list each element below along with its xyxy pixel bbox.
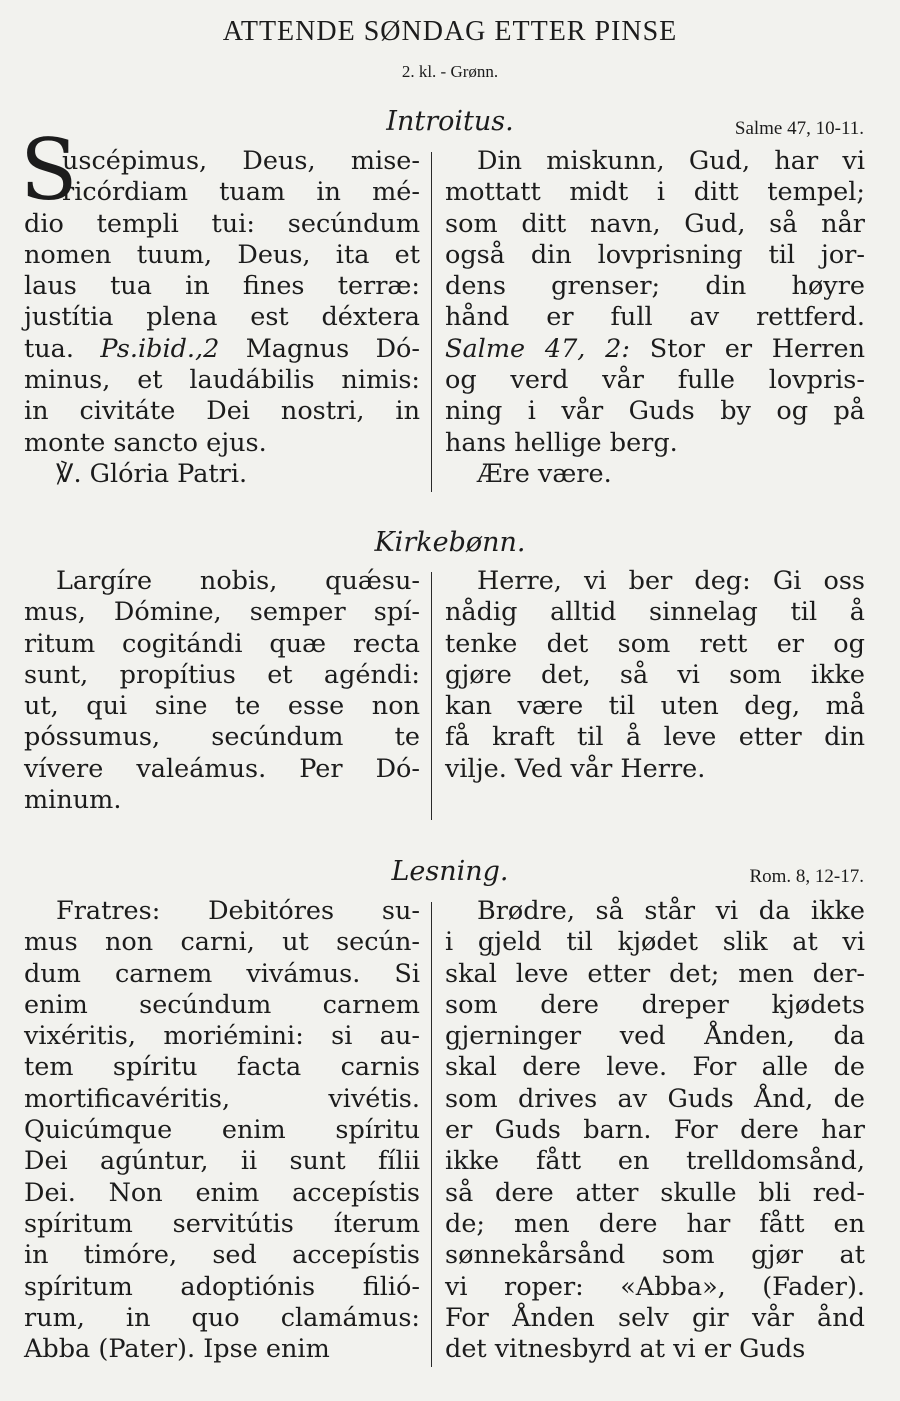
text-line: så dere atter skulle bli red- [445,1177,865,1208]
text-line: in timóre, sed accepístis [24,1240,420,1271]
text-line: ikke fått en trelldomsånd, [445,1146,865,1177]
text-line: vi roper: «Abba», (Fader). [445,1271,865,1302]
text-line: ritum cogitándi quæ recta [24,628,420,659]
column-divider [431,152,432,492]
text-line: er Guds barn. For dere har [445,1115,865,1146]
text-line: vilje. Ved vår Herre. [445,753,706,784]
text-line: Abba (Pater). Ipse enim [24,1334,330,1365]
text-line: tem spíritu facta carnis [24,1052,420,1083]
introitus-latin-column [24,146,420,490]
text-line: Ære være. [477,458,612,489]
lesning-norwegian-column [445,896,865,1365]
introitus-reference: Salme 47, 10-11. [734,118,864,139]
text-line: nomen tuum, Deus, ita et [24,239,420,270]
text-line: dens grenser; din høyre [445,271,865,302]
text-line: skal leve etter det; men der- [445,958,865,989]
kirkebonn-heading: Kirkebønn. [374,527,526,558]
text-line: mus non carni, ut secún- [24,927,420,958]
text-line: mottatt midt i ditt tempel; [445,177,865,208]
text-line: laus tua in fines terræ: [24,271,420,302]
text-line: monte sancto ejus. [24,427,267,458]
lesning-latin-column [24,896,420,1365]
text-line: få kraft til å leve etter din [445,722,865,753]
text-line: de; men dere har fått en [445,1208,865,1239]
text-line: hans hellige berg. [445,427,678,458]
text-line: Brødre, så står vi da ikke [477,896,865,926]
text-line: uscépimus, Deus, mise- [62,146,420,176]
text-line: rum, in quo clamámus: [24,1302,420,1333]
text-line: vixéritis, moriémini: si au- [24,1021,420,1052]
text-line: vívere valeámus. Per Dó- [24,753,420,784]
text-line: Fratres: Debitóres su- [56,896,420,926]
introitus-norwegian-column [445,146,865,490]
text-line: gjerninger ved Ånden, da [445,1021,865,1052]
text-line: gjøre det, så vi som ikke [445,659,865,690]
text-line: skal dere leve. For alle de [445,1052,865,1083]
text-line: kan være til uten deg, må [445,691,865,722]
text-line: mus, Dómine, semper spí- [24,597,420,628]
text-line: Quicúmque enim spíritu [24,1115,420,1146]
page-subtitle: 2. kl. - Grønn. [401,62,499,81]
text-line: Dei agúntur, ii sunt fílii [24,1146,420,1177]
text-line: ning i vår Guds by og på [445,396,865,427]
text-line: póssumus, secúndum te [24,722,420,753]
text-line: Dei. Non enim accepístis [24,1177,420,1208]
text-line: hånd er full av rettferd. [445,302,865,333]
text-line: ricórdiam tuam in mé- [62,177,420,208]
text-line: Herre, vi ber deg: Gi oss [477,566,865,596]
text-line: sunt, propítius et agéndi: [24,659,420,690]
text-line: ut, qui sine te esse non [24,691,420,722]
dropcap-letter: S [20,121,78,219]
page-title: ATTENDE SØNDAG ETTER PINSE [222,16,678,47]
text-line: For Ånden selv gir vår ånd [445,1302,865,1333]
text-line: det vitnesbyrd at vi er Guds [445,1334,806,1365]
text-line: spíritum adoptiónis filió- [24,1271,420,1302]
text-line: justítia plena est déxtera [24,302,420,333]
text-line: tua. Ps.ibid.,2 Magnus Dó- [24,333,420,364]
kirkebonn-norwegian-column [445,566,865,785]
column-divider [431,902,432,1367]
text-line: dio templi tui: secúndum [24,208,420,239]
text-line: Salme 47, 2: Stor er Herren [445,333,866,364]
text-line: enim secúndum carnem [24,989,420,1020]
text-line: som ditt navn, Gud, så når [445,208,865,239]
lesning-reference: Rom. 8, 12-17. [749,866,864,887]
text-line: mortificavéritis, vivétis. [24,1083,420,1114]
text-line: og verd vår fulle lovpris- [445,365,865,396]
text-line: in civitáte Dei nostri, in [24,396,420,427]
column-divider [431,572,432,820]
text-line: også din lovprisning til jor- [445,239,865,270]
text-line: sønnekårsånd som gjør at [445,1240,865,1271]
text-line: ℣. Glória Patri. [56,458,248,489]
text-line: spíritum servitútis íterum [24,1208,420,1239]
text-line: nådig alltid sinnelag til å [445,597,865,628]
text-line: tenke det som rett er og [445,628,865,659]
kirkebonn-latin-column [24,566,420,816]
text-line: Largíre nobis, quǽsu- [56,566,420,596]
text-line: som dere dreper kjødets [445,989,865,1020]
text-line: dum carnem vivámus. Si [24,958,420,989]
text-line: i gjeld til kjødet slik at vi [445,927,865,958]
text-line: minum. [24,785,122,816]
text-line: Din miskunn, Gud, har vi [477,146,865,176]
introitus-heading: Introitus. [386,106,514,137]
text-line: minus, et laudábilis nimis: [24,365,420,396]
lesning-heading: Lesning. [391,856,509,887]
text-line: som drives av Guds Ånd, de [445,1083,865,1114]
